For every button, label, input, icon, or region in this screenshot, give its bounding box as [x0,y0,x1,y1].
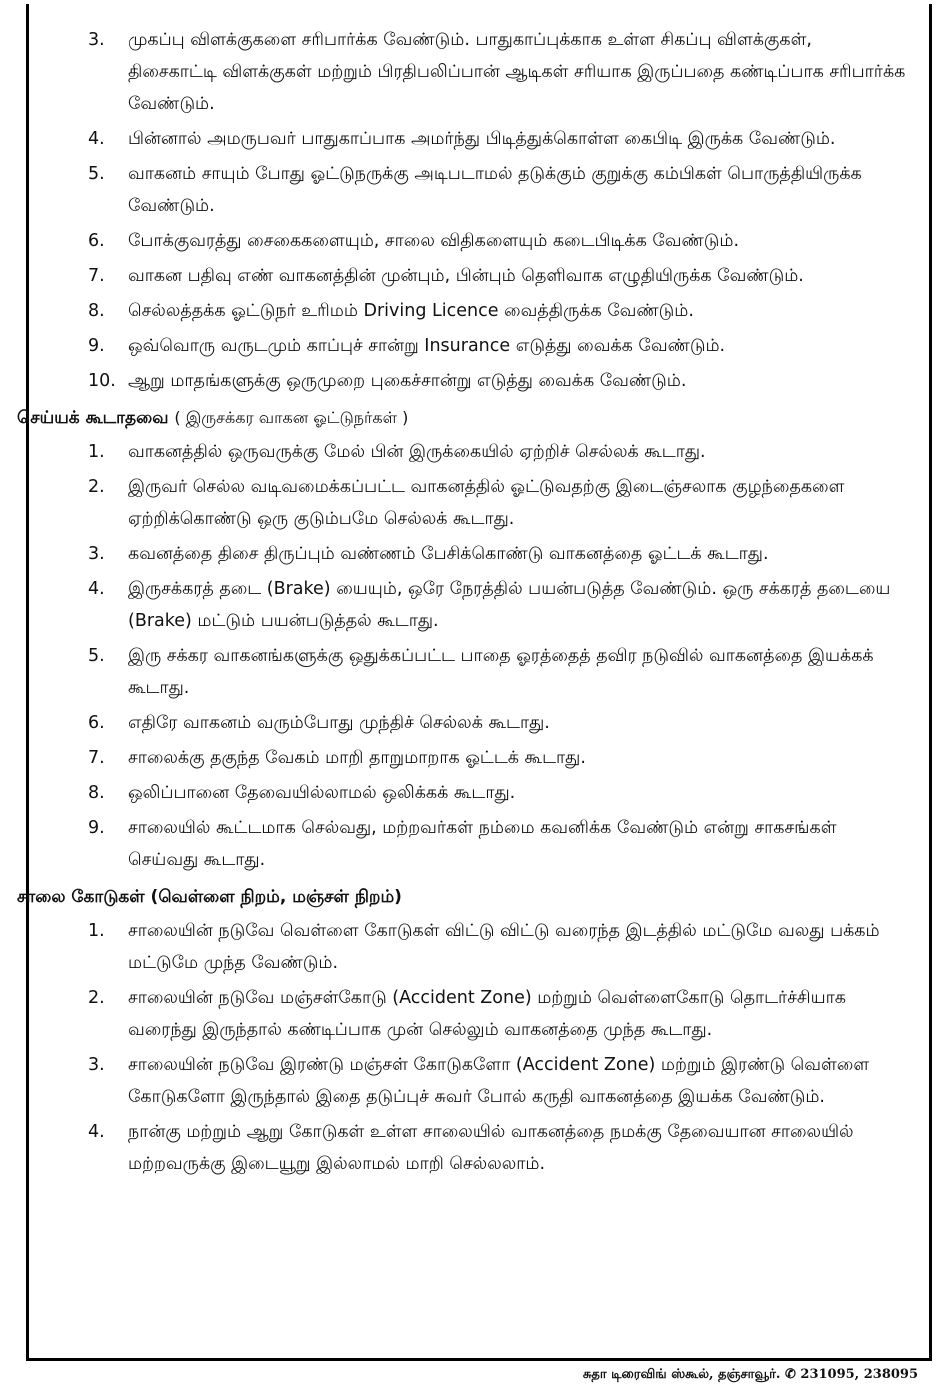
item-text: போக்குவரத்து சைகைகளையும், சாலை விதிகளையும் கடைபிடிக்க வேண்டும். [128,231,740,251]
list-item [44,707,906,739]
item-text: செல்லத்தக்க ஓட்டுநர் உரிமம் Driving Licence வைத்திருக்க வேண்டும். [128,301,694,321]
item-number: 9. [88,336,105,356]
item-text: இருவர் செல்ல வடிவமைக்கப்பட்ட வாகனத்தில் ஓட்டுவதற்கு இடைஞ்சலாக குழந்தைகளை ஏற்றிக்கொண்டு ஒரு குடும்பமே செல்லக் கூடாது. [128,477,845,529]
list-item [44,915,906,979]
item-number: 3. [88,1055,105,1075]
item-text: வாகனம் சாயும் போது ஓட்டுநருக்கு அடிபடாமல் தடுக்கும் குறுக்கு கம்பிகள் பொருத்தியிருக்க வேண்டும். [128,164,862,216]
item-number: 6. [88,713,105,733]
item-text: முகப்பு விளக்குகளை சரிபார்க்க வேண்டும். பாதுகாப்புக்காக உள்ள சிகப்பு விளக்குகள், திசைகாட்டி விளக்குகள் மற்றும் பிரதிபலிப்பான் ஆடிகள் சரியாக இருப்பதை கண்டிப்பாக சரிபார்க்க வேண்டும். [128,30,906,114]
list-item [44,812,906,876]
item-number: 6. [88,231,105,251]
item-text: எதிரே வாகனம் வரும்போது முந்திச் செல்லக் கூடாது. [128,713,550,733]
section-heading-road-lines [17,882,906,912]
item-text: நான்கு மற்றும் ஆறு கோடுகள் உள்ள சாலையில் வாகனத்தை நமக்கு தேவையான சாலையில் மற்றவருக்கு இடையூறு இல்லாமல் மாறி செல்லலாம். [128,1122,854,1174]
list-item [44,123,906,155]
list-item [44,225,906,257]
item-number: 3. [88,30,105,50]
item-number: 8. [88,301,105,321]
list-item [44,158,906,222]
item-text: சாலையின் நடுவே இரண்டு மஞ்சள் கோடுகளோ (Accident Zone) மற்றும் இரண்டு வெள்ளை கோடுகளோ இருந்தால் இதை தடுப்புச் சுவர் போல் கருதி வாகனத்தை இயக்க வேண்டும். [128,1055,870,1107]
item-number: 10. [88,371,116,391]
item-number: 9. [88,818,105,838]
item-number: 4. [88,579,105,599]
item-text: பின்னால் அமருபவர் பாதுகாப்பாக அமர்ந்து பிடித்துக்கொள்ள கைபிடி இருக்க வேண்டும். [128,129,836,149]
item-number: 7. [88,748,105,768]
item-number: 2. [88,988,105,1008]
item-number: 1. [88,442,105,462]
checklist-section [44,24,906,397]
road-lines-section [44,915,906,1180]
list-item [44,742,906,774]
item-text: இருசக்கரத் தடை (Brake) யையும், ஒரே நேரத்தில் பயன்படுத்த வேண்டும். ஒரு சக்கரத் தடையை (Brake) மட்டும் பயன்படுத்தல் கூடாது. [128,579,891,631]
heading-text: செய்யக் கூடாதவை [17,408,169,428]
item-text: ஒலிப்பானை தேவையில்லாமல் ஒலிக்கக் கூடாது. [128,783,516,803]
list-item [44,260,906,292]
heading-text: சாலை கோடுகள் (வெள்ளை நிறம், மஞ்சள் நிறம்) [17,887,402,907]
list-item [44,538,906,570]
item-number: 7. [88,266,105,286]
item-number: 2. [88,477,105,497]
item-number: 1. [88,921,105,941]
item-text: வாகன பதிவு எண் வாகனத்தின் முன்பும், பின்பும் தெளிவாக எழுதியிருக்க வேண்டும். [128,266,804,286]
document-body [17,24,906,1180]
list-item [44,330,906,362]
list-item [44,573,906,637]
item-number: 3. [88,544,105,564]
item-text: ஒவ்வொரு வருடமும் காப்புச் சான்று Insurance எடுத்து வைக்க வேண்டும். [128,336,726,356]
list-item [44,295,906,327]
item-text: சாலையின் நடுவே வெள்ளை கோடுகள் விட்டு விட்டு வரைந்த இடத்தில் மட்டுமே வலது பக்கம் மட்டுமே முந்த வேண்டும். [128,921,880,973]
item-text: சாலையில் கூட்டமாக செல்வது, மற்றவர்கள் நம்மை கவனிக்க வேண்டும் என்று சாகசங்கள் செய்வது கூடாது. [128,818,837,870]
item-number: 8. [88,783,105,803]
list-item [44,1049,906,1113]
list-item [44,982,906,1046]
list-item [44,777,906,809]
item-number: 4. [88,129,105,149]
item-text: சாலைக்கு தகுந்த வேகம் மாறி தாறுமாறாக ஓட்டக் கூடாது. [128,748,586,768]
footer-contact: சுதா டிரைவிங் ஸ்கூல், தஞ்சாவூர். ✆ 231095, 238095 [582,1367,918,1382]
item-text: கவனத்தை திசை திருப்பும் வண்ணம் பேசிக்கொண்டு வாகனத்தை ஓட்டக் கூடாது. [128,544,769,564]
item-number: 5. [88,646,105,666]
item-text: இரு சக்கர வாகனங்களுக்கு ஒதுக்கப்பட்ட பாதை ஓரத்தைத் தவிர நடுவில் வாகனத்தை இயக்கக் கூடாது. [128,646,874,698]
heading-subtext: ( இருசக்கர வாகன ஓட்டுநர்கள் ) [174,408,409,427]
item-text: சாலையின் நடுவே மஞ்சள்கோடு (Accident Zone) மற்றும் வெள்ளைகோடு தொடர்ச்சியாக வரைந்து இருந்தால் கண்டிப்பாக முன் செல்லும் வாகனத்தை முந்த கூடாது. [128,988,846,1040]
list-item [44,640,906,704]
list-item [44,436,906,468]
item-number: 5. [88,164,105,184]
section-heading-donts [17,403,906,433]
donts-section [44,436,906,876]
list-item [44,24,906,120]
item-number: 4. [88,1122,105,1142]
item-text: வாகனத்தில் ஒருவருக்கு மேல் பின் இருக்கையில் ஏற்றிச் செல்லக் கூடாது. [128,442,706,462]
list-item [44,1116,906,1180]
list-item [44,365,906,397]
list-item [44,471,906,535]
item-text: ஆறு மாதங்களுக்கு ஒருமுறை புகைச்சான்று எடுத்து வைக்க வேண்டும். [128,371,687,391]
